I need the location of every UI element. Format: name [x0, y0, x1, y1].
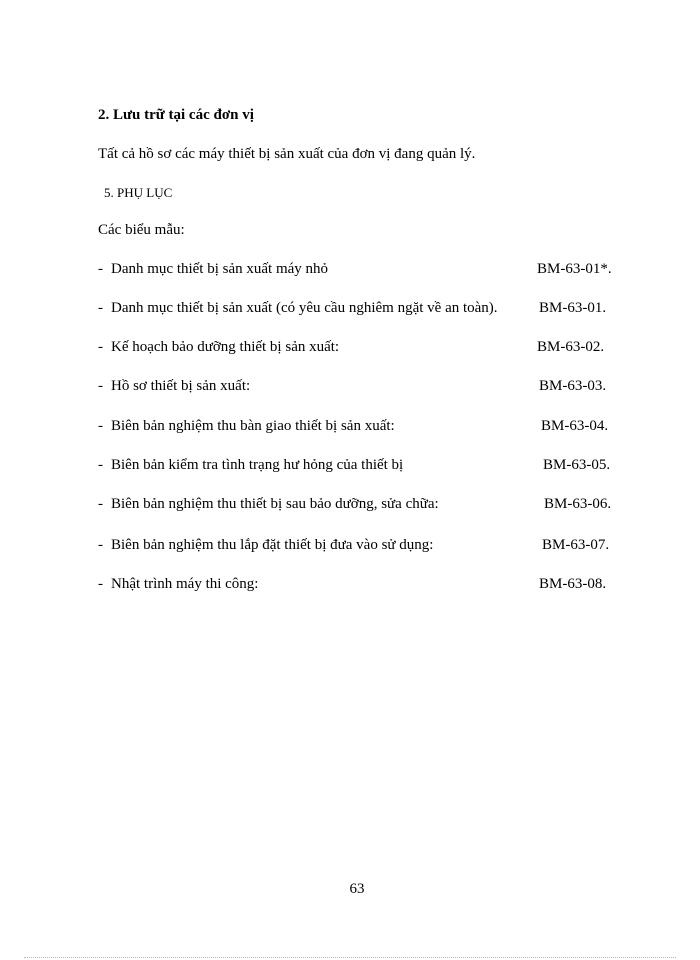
form-label: Kế hoạch bảo dưỡng thiết bị sản xuất: — [111, 339, 340, 355]
form-list-item — [98, 417, 618, 435]
form-code: BM-63-01. — [539, 300, 607, 316]
list-dash: - — [98, 261, 103, 277]
form-list-item — [98, 260, 618, 278]
form-code: BM-63-07. — [542, 537, 610, 553]
page-bottom-divider — [24, 957, 676, 958]
list-dash: - — [98, 576, 103, 592]
form-label: Nhật trình máy thi công: — [111, 576, 259, 592]
form-list-item — [98, 495, 618, 513]
form-list-item — [98, 377, 618, 395]
page-number: 63 — [349, 881, 365, 897]
list-dash: - — [98, 496, 103, 512]
appendix-title: 5. PHỤ LỤC — [104, 185, 173, 200]
form-label: Biên bản nghiệm thu bàn giao thiết bị sản xuất: — [111, 418, 395, 434]
form-list-item — [98, 299, 618, 317]
list-dash: - — [98, 457, 103, 473]
form-list-item — [98, 575, 618, 593]
form-code: BM-63-05. — [543, 457, 611, 473]
form-label: Biên bản nghiệm thu lắp đặt thiết bị đưa vào sử dụng: — [111, 537, 434, 553]
form-label: Hồ sơ thiết bị sản xuất: — [111, 378, 251, 394]
list-dash: - — [98, 300, 103, 316]
list-dash: - — [98, 339, 103, 355]
form-label: Danh mục thiết bị sản xuất máy nhỏ — [111, 261, 329, 277]
form-label: Danh mục thiết bị sản xuất (có yêu cầu nghiêm ngặt về an toàn). — [111, 300, 498, 316]
form-label: Biên bản nghiệm thu thiết bị sau bảo dưỡng, sửa chữa: — [111, 496, 439, 512]
appendix-intro: Các biểu mẫu: — [98, 222, 185, 238]
form-list-item — [98, 456, 618, 474]
list-dash: - — [98, 378, 103, 394]
form-code: BM-63-03. — [539, 378, 607, 394]
form-code: BM-63-08. — [539, 576, 607, 592]
form-label: Biên bản kiểm tra tình trạng hư hỏng của thiết bị — [111, 457, 404, 473]
section-body: Tất cả hồ sơ các máy thiết bị sản xuất của đơn vị đang quản lý. — [98, 146, 476, 162]
form-code: BM-63-01*. — [537, 261, 612, 277]
section-heading: 2. Lưu trữ tại các đơn vị — [98, 107, 254, 123]
form-code: BM-63-02. — [537, 339, 605, 355]
form-code: BM-63-06. — [544, 496, 612, 512]
list-dash: - — [98, 418, 103, 434]
form-list-item — [98, 536, 618, 554]
form-list-item — [98, 338, 618, 356]
form-code: BM-63-04. — [541, 418, 609, 434]
list-dash: - — [98, 537, 103, 553]
